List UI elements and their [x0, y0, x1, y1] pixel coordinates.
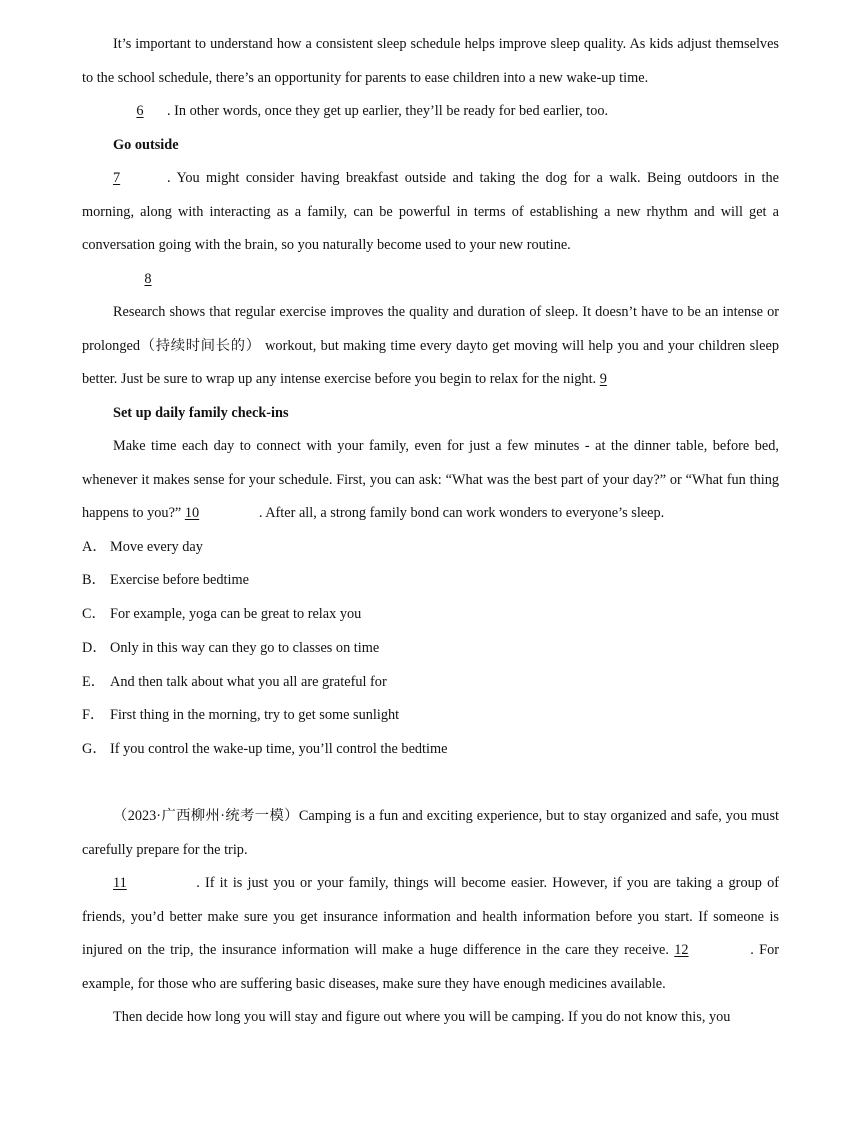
spacer: [82, 767, 779, 800]
option-item: E． And then talk about what you all are grateful for: [82, 673, 387, 690]
paragraph: Research shows that regular exercise improves the quality and duration of sleep. It doesn’t have to be an intense or prolonged（持续时间长的） workout, but making time every dayto get moving will help you and your children sleep better. Just be sure to wrap up any intense exercise before you begin to relax for the night. 9: [82, 296, 779, 397]
option-item: F． First thing in the morning, try to get some sunlight: [82, 707, 400, 724]
paragraph: 7 . You might consider having breakfast outside and taking the dog for a walk. Being outdoors in the morning, along with interacting as a family, can be powerful in terms of establishing a new rhythm and will get a conversation going with the brain, so you naturally become used to your new routine.: [82, 162, 779, 263]
source-label: （2023·广西柳州·统考一模）: [113, 808, 299, 825]
paragraph: 6 . In other words, once they get up earlier, they’ll be ready for bed earlier, too.: [82, 95, 779, 129]
options-list: [82, 531, 779, 768]
answer-blank: 7: [113, 170, 121, 186]
option-item: A． Move every day: [82, 538, 203, 555]
option-item: B． Exercise before bedtime: [82, 572, 249, 589]
answer-blank: 8: [144, 270, 152, 287]
paragraph: It’s important to understand how a consistent sleep schedule helps improve sleep quality. As kids adjust themselves to the school schedule, there’s an opportunity for parents to ease children into a new wake-up time.: [82, 36, 779, 86]
paragraph: Make time each day to connect with your family, even for just a few minutes - at the dinner table, before bed, whenever it makes sense for your schedule. First, you can ask: “What was the best part of your day?” or “What fun thing happens to you?” 10 . After all, a strong family bond can work wonders to everyone’s sleep.: [82, 430, 779, 531]
document-page: [82, 28, 779, 1035]
answer-blank: 12: [674, 942, 689, 959]
answer-blank: 6: [136, 103, 144, 119]
option-item: C． For example, yoga can be great to relax you: [82, 606, 362, 623]
answer-blank: 10: [184, 505, 200, 521]
answer-blank: 11: [113, 875, 127, 892]
option-item: G． If you control the wake-up time, you’ll control the bedtime: [82, 741, 448, 758]
section-heading: Set up daily family check-ins: [113, 404, 289, 421]
option-item: D． Only in this way can they go to classes on time: [82, 639, 380, 656]
paragraph: Then decide how long you will stay and figure out where you will be camping. If you do not know this, you: [113, 1009, 731, 1026]
paragraph: （2023·广西柳州·统考一模）Camping is a fun and exciting experience, but to stay organized and safe, you must carefully prepare for the trip.: [82, 808, 779, 858]
paragraph: 11 . If it is just you or your family, things will become easier. However, if you are taking a group of friends, you’d better make sure you get insurance information and health information before you start. If someone is injured on the trip, the insurance information will make a huge difference in the care they receive. 12 . For example, for those who are suffering basic diseases, make sure they have enough medicines available.: [82, 867, 779, 1001]
answer-blank: 9: [599, 371, 607, 387]
section-heading: Go outside: [113, 136, 179, 153]
section-heading-blank: [82, 263, 779, 297]
